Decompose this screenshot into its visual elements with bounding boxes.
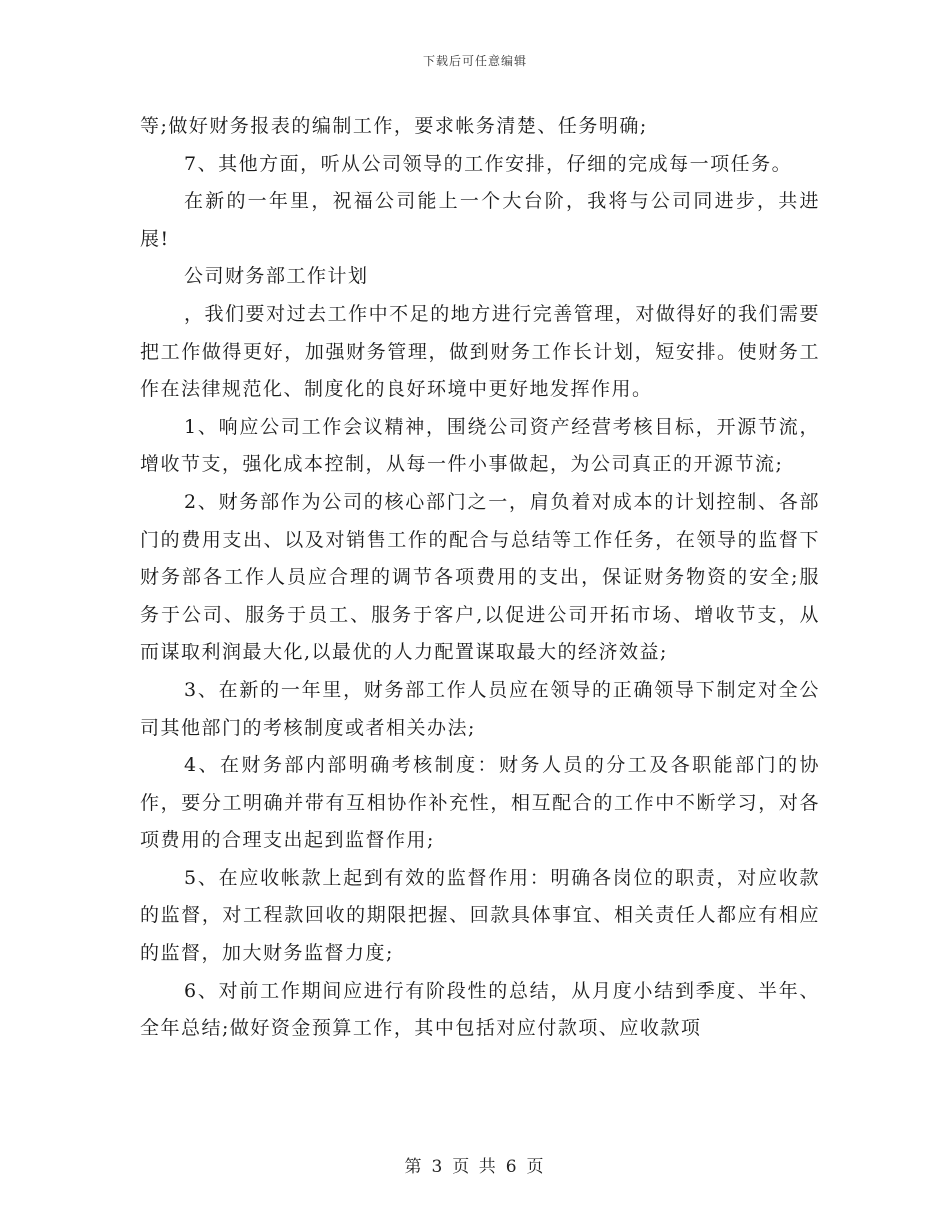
page-number-footer — [0, 1152, 950, 1177]
paragraph: 7、其他方面，听从公司领导的工作安排，仔细的完成每一项任务。 — [184, 152, 793, 175]
footer-prefix: 第 — [404, 1157, 424, 1177]
paragraph: 5、在应收帐款上起到有效的监督作用：明确各岗位的职责，对应收款的监督，对工程款回收的期限把握、回款具体事宜、相关责任人都应有相应的监督，加大财务监督力度; — [140, 866, 820, 965]
paragraph: 4、在财务部内部明确考核制度：财务人员的分工及各职能部门的协作，要分工明确并带有互相协作补充性，相互配合的工作中不断学习，对各项费用的合理支出起到监督作用; — [140, 754, 820, 852]
footer-suffix: 页 — [526, 1157, 546, 1177]
section-heading: 公司财务部工作计划 — [184, 265, 369, 288]
paragraph: 6、对前工作期间应进行有阶段性的总结，从月度小结到季度、半年、全年总结;做好资金预算工作，其中包括对应付款项、应收款项 — [140, 979, 820, 1040]
paragraph: 3、在新的一年里，财务部工作人员应在领导的正确领导下制定对全公司其他部门的考核制度或者相关办法; — [140, 678, 820, 739]
paragraph: 等;做好财务报表的编制工作，要求帐务清楚、任务明确; — [140, 115, 648, 137]
paragraph: 2、财务部作为公司的核心部门之一，肩负着对成本的计划控制、各部门的费用支出、以及对销售工作的配合与总结等工作任务，在领导的监督下财务部各工作人员应合理的调节各项费用的支出，保证财务物资的安全;服务于公司、服务于员工、服务于客户,以促进公司开拓市场、增收节支，从而谋取利润最大化,以最优的人力配置谋取最大的经济效益; — [140, 490, 820, 664]
paragraph: 1、响应公司工作会议精神，围绕公司资产经营考核目标，开源节流，增收节支，强化成本控制，从每一件小事做起，为公司真正的开源节流; — [140, 415, 820, 476]
document-body — [140, 108, 820, 1048]
footer-total-pages: 6 — [505, 1157, 519, 1177]
paragraph: ，我们要对过去工作中不足的地方进行完善管理，对做得好的我们需要把工作做得更好，加强财务管理，做到财务工作长计划，短安排。使财务工作在法律规范化、制度化的良好环境中更好地发挥作用。 — [140, 302, 820, 401]
page-header-note: 下载后可任意编辑 — [422, 54, 527, 68]
footer-middle: 页 共 — [452, 1157, 498, 1177]
paragraph: 在新的一年里，祝福公司能上一个大台阶，我将与公司同进步，共进展! — [140, 190, 820, 250]
footer-current-page: 3 — [431, 1157, 445, 1177]
